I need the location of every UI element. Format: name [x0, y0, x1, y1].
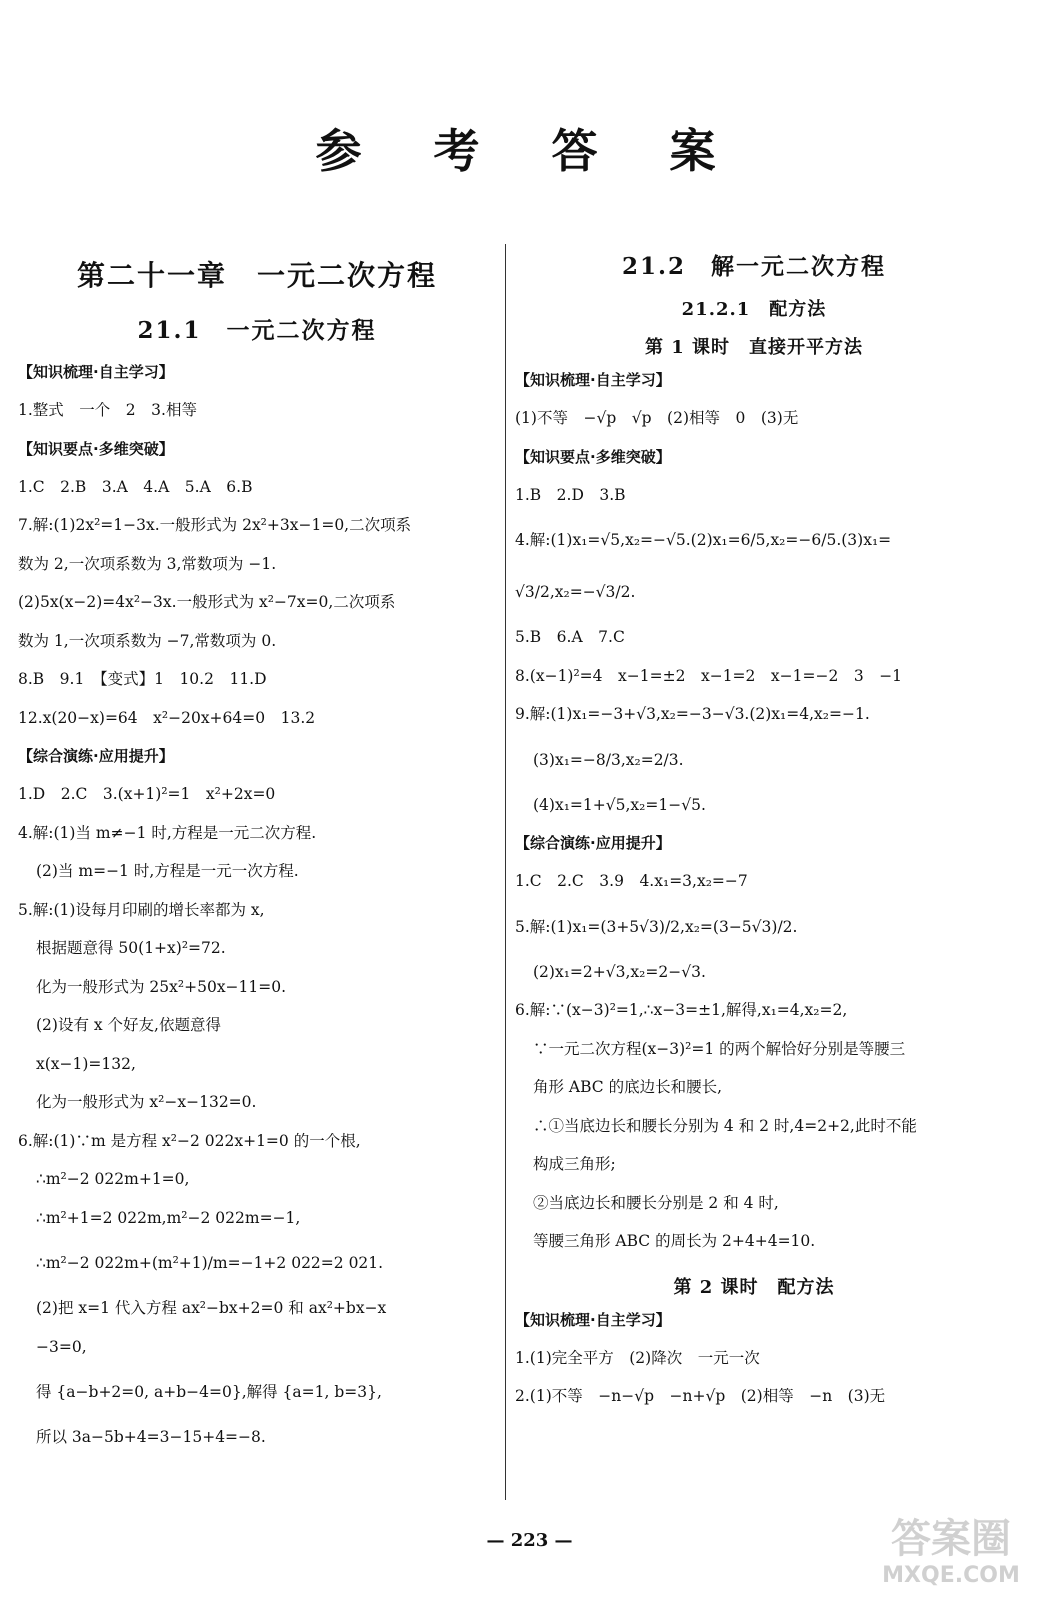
- answer-line: (2)把 x=1 代入方程 ax²−bx+2=0 和 ax²+bx−x: [36, 1299, 387, 1317]
- left-answer-list: [18, 359, 496, 1457]
- answer-line: 化为一般形式为 25x²+50x−11=0.: [36, 977, 287, 996]
- page-title: 参 考 答 案: [315, 124, 744, 178]
- watermark-text: 答案圈: [891, 1516, 1011, 1562]
- section-heading: 21.1 一元二次方程: [137, 317, 377, 344]
- answer-line: 所以 3a−5b+4=3−15+4=−8.: [36, 1428, 266, 1446]
- answer-line: 8.(x−1)²=4 x−1=±2 x−1=2 x−1=−2 3 −1: [515, 666, 903, 685]
- answer-line: 化为一般形式为 x²−x−132=0.: [36, 1093, 257, 1111]
- right-column: [515, 240, 993, 1416]
- section-label: 【知识梳理·自主学习】: [18, 363, 174, 381]
- page-number: — 223 —: [486, 1530, 573, 1551]
- answer-line: 8.B 9.1 【变式】1 10.2 11.D: [18, 670, 267, 688]
- column-divider: [505, 244, 506, 1500]
- answer-line: (2)x₁=2+√3,x₂=2−√3.: [533, 962, 706, 981]
- answer-line: 1.C 2.B 3.A 4.A 5.A 6.B: [18, 477, 253, 496]
- lesson1-answer-list: [515, 367, 993, 1261]
- answer-line: 得 {a−b+2=0, a+b−4=0},解得 {a=1, b=3},: [36, 1383, 382, 1401]
- lesson2-answer-list: [515, 1307, 993, 1416]
- answer-line: √3/2,x₂=−√3/2.: [515, 583, 636, 601]
- section-label: 【综合演练·应用提升】: [18, 747, 174, 765]
- answer-line: 5.解:(1)x₁=(3+5√3)/2,x₂=(3−5√3)/2.: [515, 917, 798, 936]
- answer-line: 4.解:(1)当 m≠−1 时,方程是一元二次方程.: [18, 823, 317, 842]
- answer-line: ∴①当底边长和腰长分别为 4 和 2 时,4=2+2,此时不能: [533, 1116, 917, 1135]
- answer-line: 等腰三角形 ABC 的周长为 2+4+4=10.: [533, 1232, 816, 1250]
- answer-line: −3=0,: [36, 1337, 87, 1356]
- answer-line: ∴m²−2 022m+1=0,: [36, 1170, 190, 1188]
- answer-line: (4)x₁=1+√5,x₂=1−√5.: [533, 795, 706, 814]
- answer-line: 4.解:(1)x₁=√5,x₂=−√5.(2)x₁=6/5,x₂=−6/5.(3)x₁=: [515, 531, 892, 549]
- watermark-graphic: [861, 1500, 1041, 1590]
- chapter-heading: 第二十一章 一元二次方程: [76, 259, 437, 292]
- answer-line: 构成三角形;: [533, 1155, 616, 1173]
- answer-line: (2)设有 x 个好友,依题意得: [36, 1016, 221, 1034]
- subsection-heading: 21.2.1 配方法: [681, 299, 827, 320]
- answer-line: 根据题意得 50(1+x)²=72.: [36, 939, 226, 957]
- answer-line: 6.解:∵(x−3)²=1,∴x−3=±1,解得,x₁=4,x₂=2,: [515, 1001, 848, 1019]
- answer-line: 7.解:(1)2x²=1−3x.一般形式为 2x²+3x−1=0,二次项系: [18, 516, 412, 534]
- answer-line: 1.(1)完全平方 (2)降次 一元一次: [515, 1348, 760, 1367]
- answer-line: 数为 1,一次项系数为 −7,常数项为 0.: [18, 631, 277, 650]
- answer-line: x(x−1)=132,: [36, 1054, 136, 1073]
- answer-line: (2)5x(x−2)=4x²−3x.一般形式为 x²−7x=0,二次项系: [18, 593, 396, 611]
- watermark-logo: [861, 1500, 1041, 1590]
- section-heading: 21.2 解一元二次方程: [621, 253, 887, 280]
- answer-line: (2)当 m=−1 时,方程是一元一次方程.: [36, 862, 299, 880]
- answer-line: 1.整式 一个 2 3.相等: [18, 401, 197, 419]
- answer-line: (1)不等 −√p √p (2)相等 0 (3)无: [515, 409, 799, 427]
- answer-line: 6.解:(1)∵m 是方程 x²−2 022x+1=0 的一个根,: [18, 1131, 361, 1150]
- answer-line: ②当底边长和腰长分别是 2 和 4 时,: [533, 1193, 779, 1212]
- answer-line: 1.B 2.D 3.B: [515, 485, 626, 504]
- answer-line: ∵一元二次方程(x−3)²=1 的两个解恰好分别是等腰三: [533, 1039, 906, 1058]
- lesson-heading: 第 2 课时 配方法: [673, 1276, 835, 1298]
- lesson-heading: 第 1 课时 直接开平方法: [644, 337, 864, 358]
- answer-line: 12.x(20−x)=64 x²−20x+64=0 13.2: [18, 708, 316, 727]
- answer-line: ∴m²−2 022m+(m²+1)/m=−1+2 022=2 021.: [36, 1254, 384, 1272]
- answer-line: 1.C 2.C 3.9 4.x₁=3,x₂=−7: [515, 872, 748, 890]
- section-label: 【知识要点·多维突破】: [515, 447, 671, 466]
- answer-line: 角形 ABC 的底边长和腰长,: [533, 1078, 723, 1096]
- section-label: 【知识梳理·自主学习】: [515, 1310, 671, 1329]
- answer-line: 5.解:(1)设每月印刷的增长率都为 x,: [18, 900, 265, 919]
- answer-line: 2.(1)不等 −n−√p −n+√p (2)相等 −n (3)无: [515, 1387, 886, 1405]
- section-label: 【知识要点·多维突破】: [18, 439, 174, 458]
- left-column: [18, 240, 496, 1457]
- section-label: 【知识梳理·自主学习】: [515, 371, 671, 389]
- section-label: 【综合演练·应用提升】: [515, 834, 671, 852]
- watermark-url: MXQE.COM: [882, 1563, 1020, 1588]
- answer-line: 1.D 2.C 3.(x+1)²=1 x²+2x=0: [18, 785, 276, 803]
- answer-line: 5.B 6.A 7.C: [515, 628, 625, 646]
- answer-line: 数为 2,一次项系数为 3,常数项为 −1.: [18, 554, 277, 573]
- answer-line: (3)x₁=−8/3,x₂=2/3.: [533, 750, 684, 769]
- answer-line: ∴m²+1=2 022m,m²−2 022m=−1,: [36, 1208, 301, 1227]
- answer-line: 9.解:(1)x₁=−3+√3,x₂=−3−√3.(2)x₁=4,x₂=−1.: [515, 705, 870, 723]
